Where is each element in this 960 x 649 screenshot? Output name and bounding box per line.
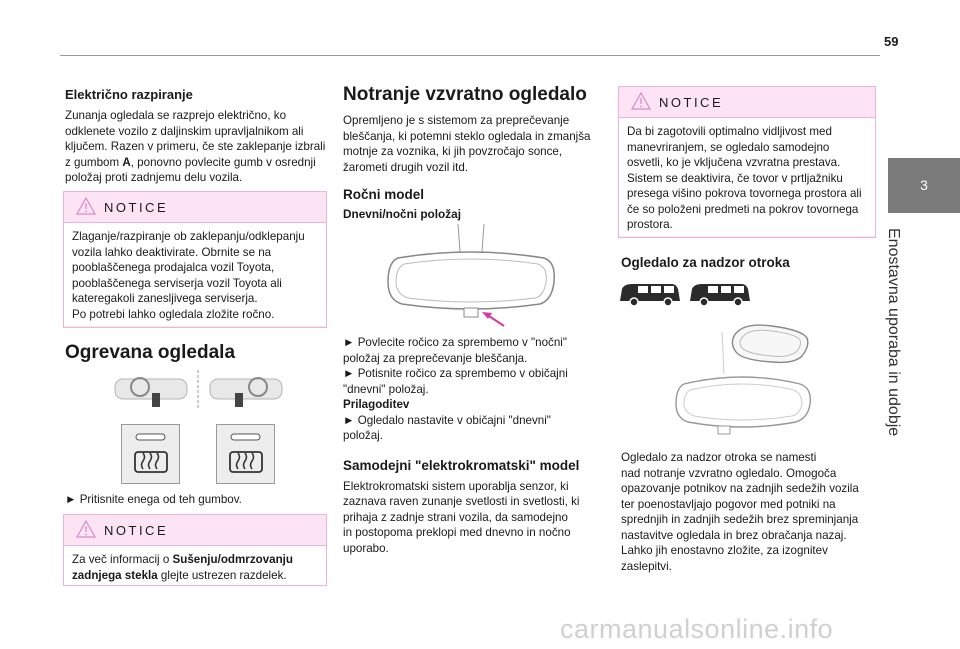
heading-adjust: Prilagoditev xyxy=(343,398,410,411)
auto-paragraph xyxy=(343,479,598,557)
notice-box-1 xyxy=(63,191,327,328)
cross-ref-bold: zadnjega stekla xyxy=(72,568,158,582)
text-line: Zlaganje/razpiranje ob zaklepanju/odklepanju xyxy=(72,230,305,243)
cross-ref-bold: Sušenju/odmrzovanju xyxy=(172,553,293,566)
col2-intro xyxy=(343,113,598,175)
text-line: položaj proti zadnjemu delu vozila. xyxy=(65,171,243,184)
text-line: nad notranje vzvratno ogledalo. Omogoča xyxy=(621,466,837,480)
notice-header xyxy=(64,515,326,545)
text-line: "dnevni" položaj. xyxy=(343,382,429,396)
warning-triangle-icon xyxy=(76,197,96,215)
text-line: opazovanje potnikov na zadnjih sedežih vozila xyxy=(621,482,859,495)
text-line: uporabo. xyxy=(343,541,389,555)
chapter-title xyxy=(870,228,910,448)
text-line: in postopoma preklopi med dnevno in nočno xyxy=(343,526,571,539)
text-line: če so položeni predmeti na pokrov tovornega xyxy=(627,202,859,216)
text-line: vozila lahko deaktivirate. Obrnite se na xyxy=(72,245,272,259)
heated-mirror-controls-illustration xyxy=(112,365,287,415)
notice-body xyxy=(64,222,326,326)
text-line: bleščanja, ki potemni steklo ogledala in zmanjša xyxy=(343,129,591,143)
child-monitoring-mirror-illustration xyxy=(662,312,832,440)
heading-auto-model: Samodejni "elektrokromatski" model xyxy=(343,457,580,473)
notice-box-2 xyxy=(63,514,327,586)
text-line: položaj za preprečevanje bleščanja. xyxy=(343,351,528,365)
text-line: osvetli, ko je vključena vzvratna prestava. xyxy=(627,156,841,169)
watermark: carmanualsonline.info xyxy=(560,614,834,644)
text-line: , ponovno povlecite gumb v osrednji xyxy=(130,155,316,169)
col1-paragraph xyxy=(65,108,327,186)
heading-child-mirror: Ogledalo za nadzor otroka xyxy=(621,255,790,270)
rear-defrost-icon xyxy=(122,425,179,483)
text-line: nastavitve ogledala in brez obračanja nazaj. xyxy=(621,528,847,542)
text-line: pooblaščenega prodajalca vozil Toyota, xyxy=(72,261,275,274)
rear-view-mirror-illustration xyxy=(380,222,560,330)
text-line: ► Povlecite ročico za sprembemo v "nočni" xyxy=(343,336,567,349)
col2-lower xyxy=(343,335,598,556)
warning-triangle-icon xyxy=(631,92,651,110)
text-line: prihaja z zadnje strani vozila, da samodejno xyxy=(343,510,568,524)
text-line: Lahko jih enostavno zložite, za izognitev xyxy=(621,544,828,557)
text-line: odklenete vozilo z daljinskim upravljalnikom ali xyxy=(65,124,304,138)
rear-defrost-button-left[interactable] xyxy=(121,424,180,484)
text-line: zaznava raven zunanje svetlosti in svetlosti, ki xyxy=(343,495,580,508)
text-line: Po potrebi lahko ogledala zložite ročno. xyxy=(72,307,275,321)
notice-header xyxy=(619,87,875,117)
text-line: Za več informacij o xyxy=(72,553,173,566)
text-line: zaslepitvi. xyxy=(621,559,672,573)
notice-title: NOTICE xyxy=(659,95,724,110)
text-line: Elektrokromatski sistem uporablja senzor, ki xyxy=(343,479,569,493)
button-a-ref: A xyxy=(122,155,131,169)
text-line: ► Ogledalo nastavite v običajni "dnevni" xyxy=(343,413,551,427)
text-line: Sistem se deaktivira, če tovor v prtljažniku xyxy=(627,171,843,185)
heading-heated-mirrors: Ogrevana ogledala xyxy=(65,342,236,363)
text-line: žarometi drugih vozil itd. xyxy=(343,160,469,174)
heating-instruction: ► Pritisnite enega od teh gumbov. xyxy=(65,493,242,506)
text-line: prostora. xyxy=(627,218,673,231)
notice-title: NOTICE xyxy=(104,200,169,215)
heading-interior-mirror: Notranje vzvratno ogledalo xyxy=(343,84,587,105)
rear-defrost-button-right[interactable] xyxy=(216,424,275,484)
text-line: motnje za voznika, ki jih povzročajo sonce, xyxy=(343,145,563,158)
heading-electric-unfolding: Električno razpiranje xyxy=(65,87,193,102)
heading-manual-model: Ročni model xyxy=(343,187,425,202)
warning-triangle-icon xyxy=(76,520,96,538)
text-line: Zunanja ogledala se razprejo električno, ko xyxy=(65,109,287,122)
text-line: Ogledalo za nadzor otroka se namesti xyxy=(621,451,817,464)
text-line: Da bi zagotovili optimalno vidljivost med xyxy=(627,125,832,138)
col2 xyxy=(343,84,598,221)
notice-box-3 xyxy=(618,86,876,238)
notice-body xyxy=(64,545,326,585)
text-line: manevriranjem, se ogledalo samodejno xyxy=(627,140,830,154)
text-line: kateregakoli zanesljivega serviserja. xyxy=(72,292,258,305)
chapter-tab[interactable]: 3 xyxy=(888,158,960,213)
text-line: Opremljeno je s sistemom za preprečevanje xyxy=(343,114,570,127)
text-line: z gumbom xyxy=(65,155,123,169)
chapter-title-text: Enostavna uporaba in udobje xyxy=(885,228,902,437)
manual-steps xyxy=(343,335,598,444)
vehicle-variants-icons xyxy=(618,281,753,307)
top-rule xyxy=(60,55,880,56)
notice-title: NOTICE xyxy=(104,523,169,538)
text-line: ► Potisnite ročico za sprembemo v običajni xyxy=(343,367,568,380)
notice-body xyxy=(619,117,875,236)
heading-day-night: Dnevni/nočni položaj xyxy=(343,207,461,221)
text-line: pooblaščenega serviserja vozil Toyota ali xyxy=(72,276,282,290)
col1 xyxy=(65,87,327,186)
text-line: ključem. Razen v primeru, če ste zaklepanje izbrali xyxy=(65,140,326,153)
rear-defrost-icon xyxy=(217,425,274,483)
child-mirror-paragraph xyxy=(621,450,876,574)
text-line: ter poenostavljajo pogovor med potniki na xyxy=(621,497,836,511)
text-line: sprednjih in zadnjih sedežih brez spreminjanja xyxy=(621,513,859,526)
notice-header xyxy=(64,192,326,222)
page-number: 59 xyxy=(884,34,899,49)
text-line: glejte ustrezen razdelek. xyxy=(157,568,287,582)
text-line: presega višino pokrova tovornega prostora ali xyxy=(627,187,862,200)
text-line: položaj. xyxy=(343,429,383,442)
